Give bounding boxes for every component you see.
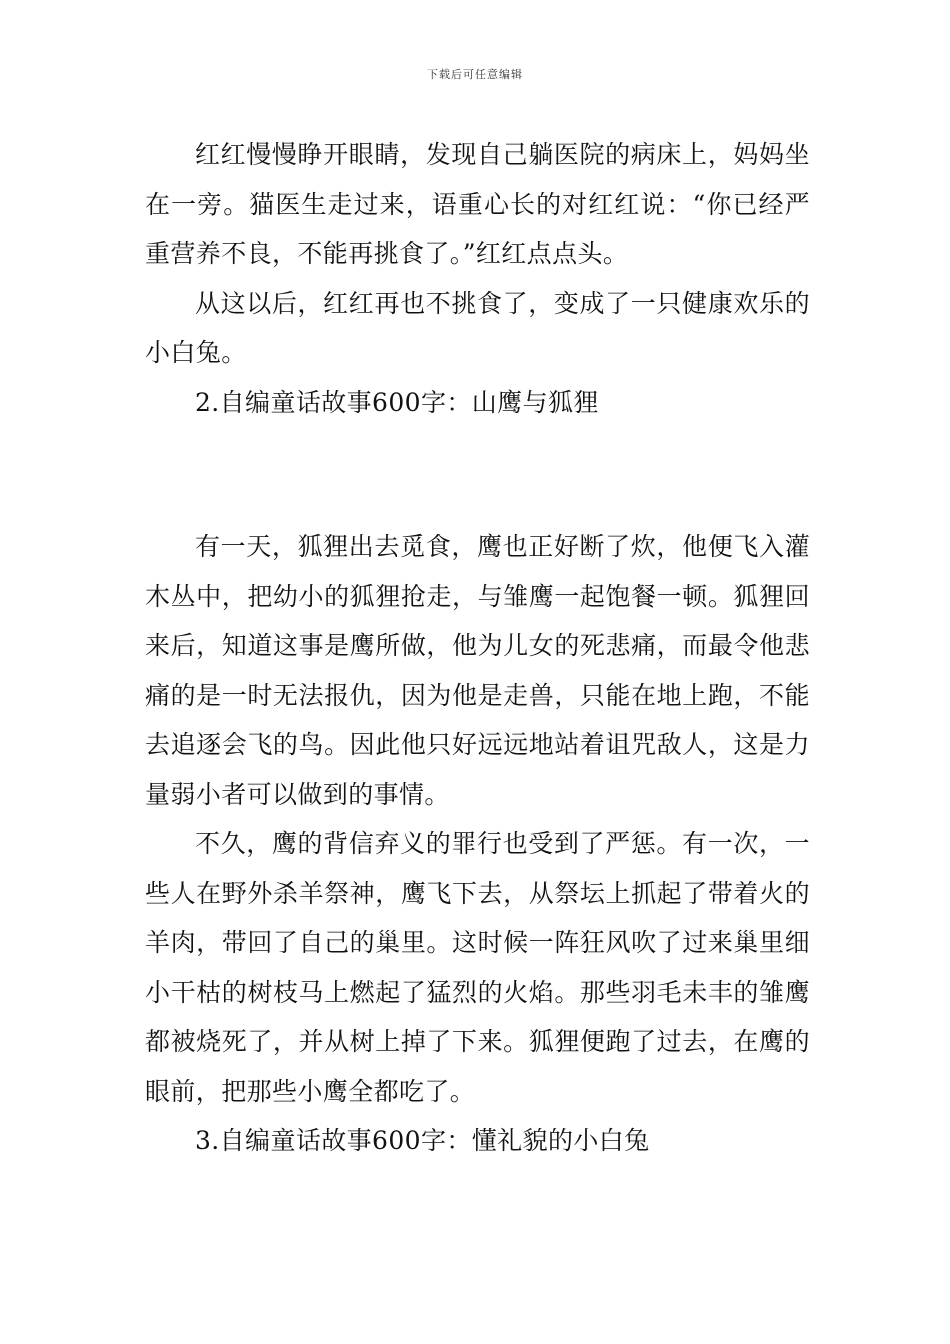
story-heading-3: 3.自编童话故事600字：懂礼貌的小白兔 [195, 1126, 650, 1155]
story-heading-2: 2.自编童话故事600字：山鹰与狐狸 [195, 387, 599, 417]
paragraph-hospital: 红红慢慢睁开眼睛，发现自己躺医院的病床上，妈妈坐在一旁。猫医生走过来，语重心长的对红红说：“你已经严重营养不良，不能再挑食了。”红红点点头。 [145, 140, 810, 268]
paragraph-fox-eagle-1: 有一天，狐狸出去觅食，鹰也正好断了炊，他便飞入灌木丛中，把幼小的狐狸抢走，与雏鹰一起饱餐一顿。狐狸回来后，知道这事是鹰所做，他为儿女的死悲痛，而最令他悲痛的是一时无法报仇，因为他是走兽，只能在地上跑，不能去追逐会飞的鸟。因此他只好远远地站着诅咒敌人，这是力量弱小者可以做到的事情。 [145, 532, 810, 809]
document-body [145, 130, 810, 1166]
paragraph-ending: 从这以后，红红再也不挑食了，变成了一只健康欢乐的小白兔。 [145, 288, 810, 367]
header-note: 下载后可任意编辑 [427, 68, 523, 81]
blank-space [145, 427, 810, 522]
paragraph-fox-eagle-2: 不久，鹰的背信弃义的罪行也受到了严惩。有一次，一些人在野外杀羊祭神，鹰飞下去，从祭坛上抓起了带着火的羊肉，带回了自己的巢里。这时候一阵狂风吹了过来巢里细小干枯的树枝马上燃起了猛烈的火焰。那些羽毛未丰的雏鹰都被烧死了，并从树上掉了下来。狐狸便跑了过去，在鹰的眼前，把那些小鹰全都吃了。 [145, 829, 810, 1106]
